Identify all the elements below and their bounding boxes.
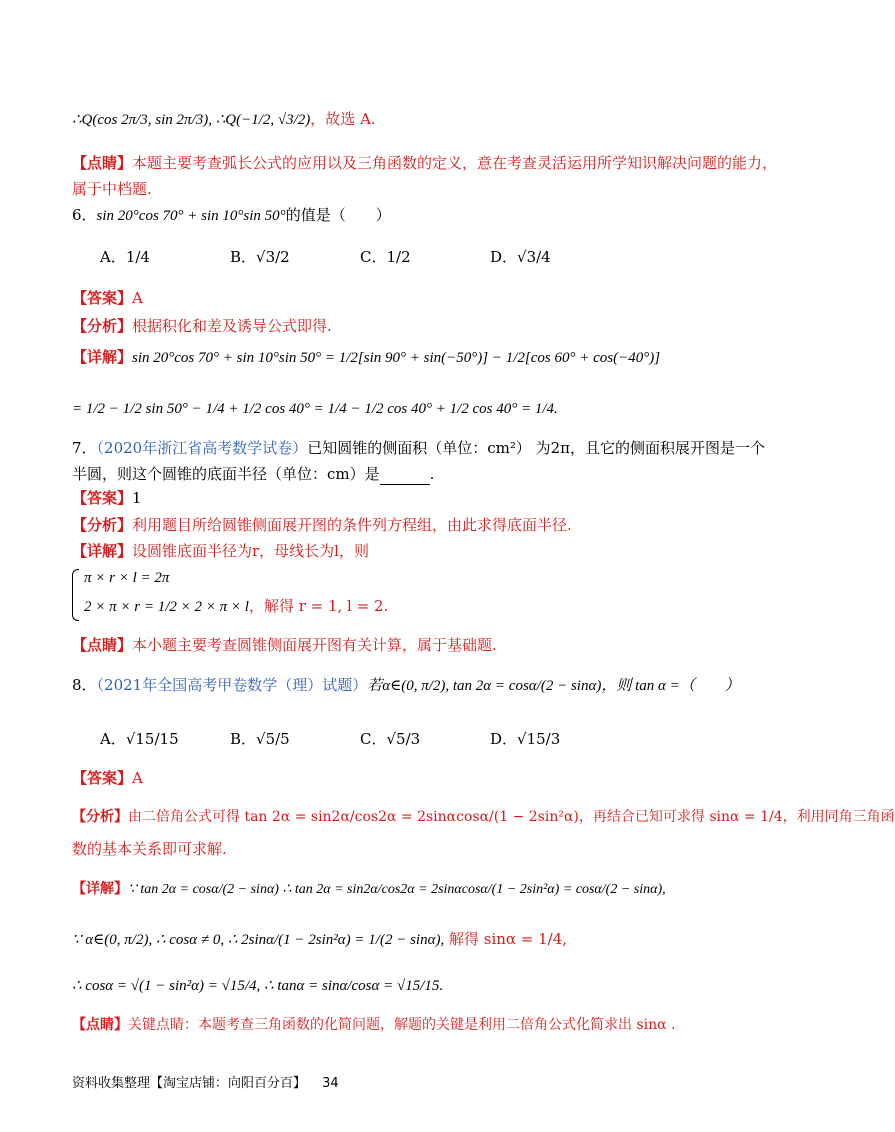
answer-line — [72, 287, 740, 309]
question-text: 半圆，则这个圆锥的底面半径（单位：cm）是 — [72, 465, 380, 483]
option-c: C．1/2 — [360, 248, 411, 266]
answer-line — [72, 767, 740, 789]
comment-continuation: 属于中档题. — [72, 180, 152, 198]
detail-line — [72, 540, 740, 562]
comment-tag: 【点睛】 — [72, 636, 133, 654]
answer-text: A — [132, 289, 143, 307]
math-expression: sin 20°cos 70° + sin 10°sin 50° = 1/2[sin 90° + sin(−50°)] − 1/2[cos 60° + cos(−40°)] — [132, 350, 661, 366]
answer-text: 1 — [132, 489, 142, 507]
question-source: （2020年浙江省高考数学试卷） — [96, 439, 308, 457]
question-number: 7． — [72, 439, 97, 457]
comment-line — [72, 1014, 740, 1036]
question-expression: sin 20°cos 70° + sin 10°sin 50° — [96, 208, 286, 224]
answer-tag: 【答案】 — [72, 769, 133, 787]
solution-line — [72, 108, 740, 131]
question-source: （2021年全国高考甲卷数学（理）试题） — [96, 676, 368, 694]
question-6 — [72, 204, 740, 227]
math-expression: ∴Q(cos 2π/3, sin 2π/3), ∴Q(−1/2, √3/2) — [72, 112, 311, 128]
analysis-text: 根据积化和差及诱导公式即得. — [132, 317, 332, 335]
analysis-line — [72, 514, 740, 536]
option-c: C．√5/3 — [360, 730, 421, 748]
math-expression: ∵ α∈(0, π/2), ∴ cosα ≠ 0, ∴ 2sinα/(1 − 2sin²α) = 1/(2 − sinα), — [72, 932, 445, 948]
analysis-tag: 【分析】 — [72, 809, 128, 825]
page-number: 34 — [322, 1076, 339, 1091]
answer-tag: 【答案】 — [72, 289, 133, 307]
comment-tag: 【点睛】 — [72, 1017, 128, 1033]
question-8 — [72, 674, 740, 697]
analysis-tag: 【分析】 — [72, 516, 133, 534]
detail-tag: 【详解】 — [72, 542, 133, 560]
comment-text: 关键点睛：本题考查三角函数的化简问题，解题的关键是利用二倍角公式化简求出 sinα . — [128, 1017, 676, 1033]
analysis-line — [72, 806, 895, 828]
question-number: 8． — [72, 676, 97, 694]
math-expression: ∴ cosα = √(1 − sin²α) = √15/4, ∴ tanα = sinα/cosα = √15/15. — [72, 978, 444, 994]
question-7-continuation — [72, 463, 740, 485]
comment-line — [72, 152, 778, 174]
detail-line — [72, 878, 740, 901]
solution-text: 解得 sinα = 1/4, — [448, 930, 568, 948]
option-d: D．√15/3 — [490, 730, 561, 748]
options-row — [72, 246, 740, 268]
option-a: A．1/4 — [100, 248, 150, 266]
analysis-continuation: 数的基本关系即可求解. — [72, 840, 227, 858]
question-7 — [72, 437, 766, 459]
answer-text: A — [132, 769, 143, 787]
analysis-line — [72, 315, 740, 337]
answer-blank — [380, 470, 430, 485]
equation-2: 2 × π × r = 1/2 × 2 × π × l — [84, 599, 249, 615]
question-text: 已知圆锥的侧面积（单位：cm²） 为2π，且它的侧面积展开图是一个 — [307, 439, 766, 457]
equation-1: π × r × l = 2π — [84, 570, 170, 586]
detail-line — [72, 346, 740, 369]
comment-tag: 【点睛】 — [72, 154, 133, 172]
detail-continuation — [72, 928, 740, 951]
detail-tag: 【详解】 — [72, 881, 128, 897]
option-d: D．√3/4 — [490, 248, 551, 266]
comment-line — [72, 634, 740, 656]
question-number: 6． — [72, 206, 97, 224]
equation-2-row — [84, 595, 388, 618]
math-expression: = 1/2 − 1/2 sin 50° − 1/4 + 1/2 cos 40° = 1/4 − 1/2 cos 40° + 1/2 cos 40° = 1/4. — [72, 401, 558, 417]
options-row — [72, 728, 740, 750]
question-text: 若α∈(0, π/2), tan 2α = cosα/(2 − sinα)，则 tan α =（ ） — [367, 678, 740, 694]
detail-tag: 【详解】 — [72, 348, 133, 366]
analysis-text: 由二倍角公式可得 tan 2α = sin2α/cos2α = 2sinαcosα/(1 − 2sin²α)，再结合已知可求得 sinα = 1/4，利用同角三角函 — [128, 809, 895, 825]
option-b: B．√5/5 — [230, 730, 290, 748]
brace-icon — [72, 569, 79, 621]
math-expression: ∵ tan 2α = cosα/(2 − sinα) ∴ tan 2α = sin2α/cos2α = 2sinαcosα/(1 − 2sin²α) = cosα/(2 − sinα), — [128, 882, 666, 897]
question-tail: 的值是（ ） — [285, 206, 391, 224]
option-b: B．√3/2 — [230, 248, 290, 266]
period: . — [429, 465, 435, 483]
option-a: A．√15/15 — [100, 730, 179, 748]
analysis-tag: 【分析】 — [72, 317, 133, 335]
answer-line — [72, 487, 740, 509]
analysis-text: 利用题目所给圆锥侧面展开图的条件列方程组，由此求得底面半径. — [132, 516, 572, 534]
page-footer — [72, 1072, 339, 1091]
conclusion-text: ，故选 A. — [310, 110, 376, 128]
detail-text: 设圆锥底面半径为r，母线长为l，则 — [132, 542, 369, 560]
answer-tag: 【答案】 — [72, 489, 133, 507]
comment-text: 本小题主要考查圆锥侧面展开图有关计算，属于基础题. — [132, 636, 497, 654]
solution-text: ，解得 r = 1, l = 2. — [248, 597, 389, 615]
comment-text: 本题主要考查弧长公式的应用以及三角函数的定义，意在考查灵活运用所学知识解决问题的能力， — [132, 154, 778, 172]
footer-source: 资料收集整理【淘宝店铺：向阳百分百】 — [72, 1076, 307, 1091]
